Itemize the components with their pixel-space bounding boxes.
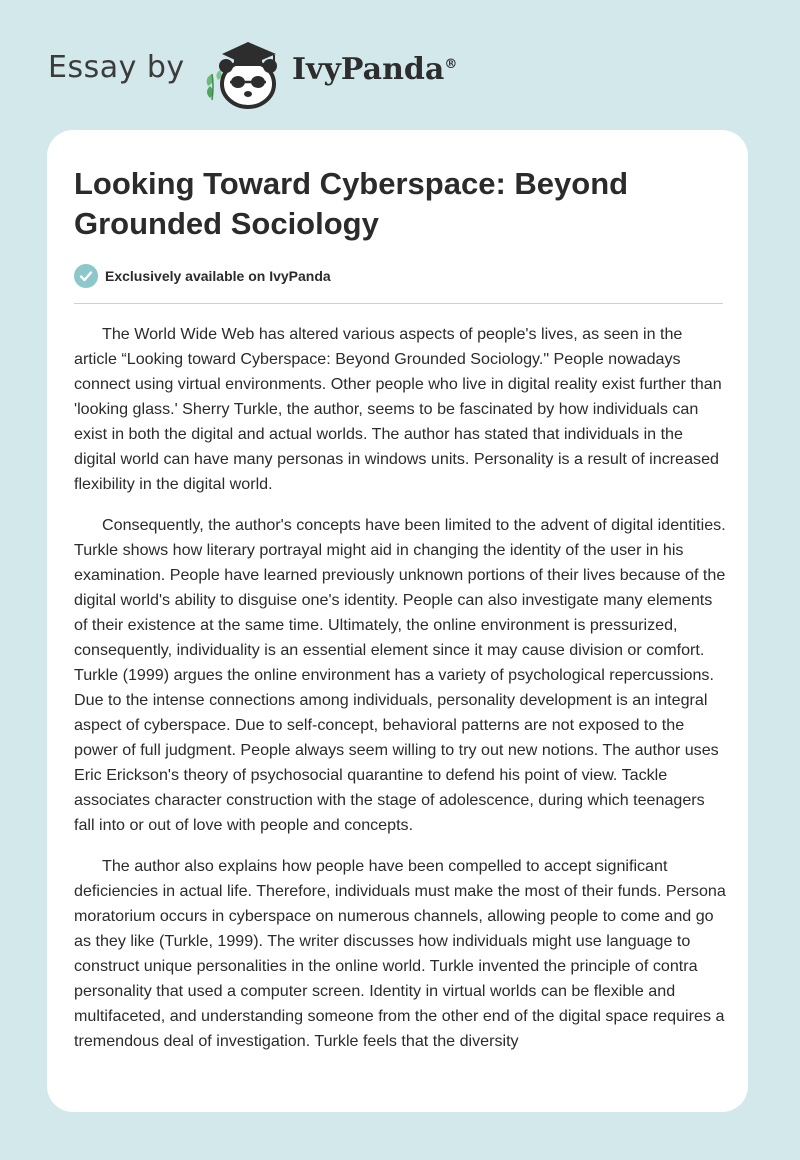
ivy-leaf-icon — [207, 70, 222, 100]
brand-text: IvyPanda — [292, 52, 445, 87]
exclusive-badge — [74, 264, 331, 288]
site-header — [0, 0, 800, 130]
check-circle-icon — [74, 264, 98, 288]
paragraph: The author also explains how people have been compelled to accept significant deficiencies in actual life. Therefore, individuals must make the most of their funds. Persona moratorium occurs in cyberspace on numerous channels, allowing people to come and go as they like (Turkle, 1999). The writer discusses how individuals might use language to construct unique personalities in the online world. Turkle invented the principle of contra personality that used a computer screen. Identity in virtual worlds can be flexible and multifaceted, and understanding someone from the other end of the digital space requires a tremendous deal of investigation. Turkle feels that the diversity — [74, 857, 726, 1050]
essay-title: Looking Toward Cyberspace: Beyond Grounded Sociology — [74, 166, 629, 241]
essay-by-label: Essay by — [48, 50, 185, 85]
panda-logo-icon[interactable] — [200, 34, 290, 110]
paragraph: Consequently, the author's concepts have been limited to the advent of digital identities. Turkle shows how literary portrayal might aid in changing the identity of the user in his examination. People have learned previously unknown portions of their lives because of the digital world's ability to disguise one's identity. People can also investigate many elements of their existence at the same time. Ultimately, the online environment is pressurized, consequently, individuality is an essential element since it may cause division or comfort. Turkle (1999) argues the online environment has a variety of psychological repercussions. Due to the intense connections among individuals, personality development is an integral aspect of cyberspace. Due to self-concept, behavioral patterns are not exposed to the power of full judgment. People always seem willing to try out new notions. The author uses Eric Erickson's theory of psychosocial quarantine to defend his point of view. Tackle associates character construction with the stage of adolescence, during which teenagers fall into or out of love with people and concepts. — [74, 516, 726, 834]
registered-mark: ® — [444, 57, 458, 72]
divider — [74, 303, 723, 304]
essay-body — [74, 322, 726, 1070]
badge-label: Exclusively available on IvyPanda — [105, 268, 331, 284]
brand-name[interactable] — [292, 52, 457, 87]
essay-card — [47, 130, 748, 1112]
paragraph: The World Wide Web has altered various aspects of people's lives, as seen in the article “Looking toward Cyberspace: Beyond Grounded Sociology." People nowadays connect using virtual environments. Other people who live in digital reality exist further than 'looking glass.' Sherry Turkle, the author, seems to be fascinated by how individuals can exist in both the digital and actual worlds. The author has stated that individuals in the digital world can have many personas in windows units. Personality is a result of increased flexibility in the digital world. — [74, 325, 722, 493]
